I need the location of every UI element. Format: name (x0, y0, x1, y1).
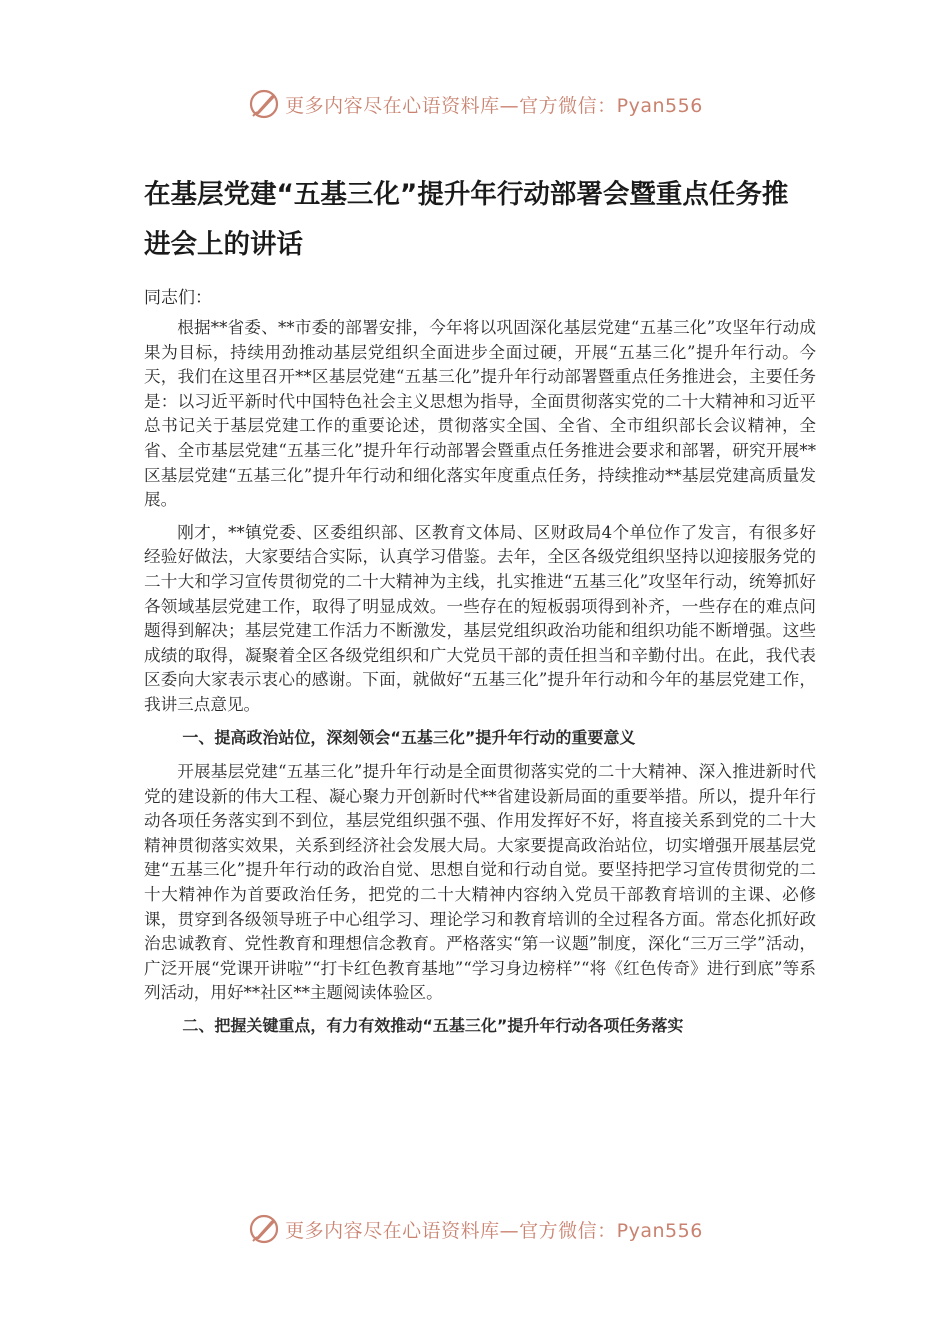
salutation: 同志们： (144, 288, 212, 308)
quill-pen-circle-icon (247, 1212, 281, 1246)
quill-pen-circle-icon (247, 87, 281, 121)
watermark-banner-bottom (0, 1209, 950, 1249)
paragraph: 刚才，**镇党委、区委组织部、区教育文体局、区财政局4个单位作了发言，有很多好经验好做法，大家要结合实际，认真学习借鉴。去年，全区各级党组织坚持以迎接服务党的二十大和学习宣传贯彻党的二十大精神为主线，扎实推进“五基三化”攻坚年行动，统筹抓好各领域基层党建工作，取得了明显成效。一些存在的短板弱项得到补齐，一些存在的难点问题得到解决；基层党建工作活力不断激发，基层党组织政治功能和组织功能不断增强。这些成绩的取得，凝聚着全区各级党组织和广大党员干部的责任担当和辛勤付出。在此，我代表区委向大家表示衷心的感谢。下面，就做好“五基三化”提升年行动和今年的基层党建工作，我讲三点意见。 (144, 522, 816, 714)
document-title: 在基层党建“五基三化”提升年行动部署会暨重点任务推进会上的讲话 (144, 179, 789, 260)
section-heading: 二、把握关键重点，有力有效推动“五基三化”提升年行动各项任务落实 (182, 1016, 684, 1036)
paragraph: 根据**省委、**市委的部署安排，今年将以巩固深化基层党建“五基三化”攻坚年行动成果为目标，持续用劲推动基层党组织全面进步全面过硬，开展“五基三化”提升年行动。今天，我们在这里召开**区基层党建“五基三化”提升年行动部署暨重点任务推进会，主要任务是：以习近平新时代中国特色社会主义思想为指导，全面贯彻落实党的二十大精神和习近平总书记关于基层党建工作的重要论述，贯彻落实全国、全省、全市组织部长会议精神，全省、全市基层党建“五基三化”提升年行动部署会暨重点任务推进会要求和部署，研究开展**区基层党建“五基三化”提升年行动和细化落实年度重点任务，持续推动**基层党建高质量发展。 (144, 318, 816, 510)
watermark-banner-top (0, 84, 950, 124)
section-heading: 一、提高政治站位，深刻领会“五基三化”提升年行动的重要意义 (182, 727, 636, 747)
document-body (144, 286, 816, 1049)
paragraph: 开展基层党建“五基三化”提升年行动是全面贯彻落实党的二十大精神、深入推进新时代党的建设新的伟大工程、凝心聚力开创新时代**省建设新局面的重要举措。所以，提升年行动各项任务落实到不到位，基层党组织强不强、作用发挥好不好，将直接关系到党的二十大精神贯彻落实效果，关系到经济社会发展大局。大家要提高政治站位，切实增强开展基层党建“五基三化”提升年行动的政治自觉、思想自觉和行动自觉。要坚持把学习宣传贯彻党的二十大精神作为首要政治任务，把党的二十大精神内容纳入党员干部教育培训的主课、必修课，贯穿到各级领导班子中心组学习、理论学习和教育培训的全过程各方面。常态化抓好政治忠诚教育、党性教育和理想信念教育。严格落实“第一议题”制度，深化“三万三学”活动，广泛开展“党课开讲啦”“打卡红色教育基地”“学习身边榜样”“将《红色传奇》进行到底”等系列活动，用好**社区**主题阅读体验区。 (144, 762, 816, 1003)
watermark-text: 更多内容尽在心语资料库—官方微信：Pyan556 (285, 94, 703, 117)
watermark-text: 更多内容尽在心语资料库—官方微信：Pyan556 (285, 1219, 703, 1242)
